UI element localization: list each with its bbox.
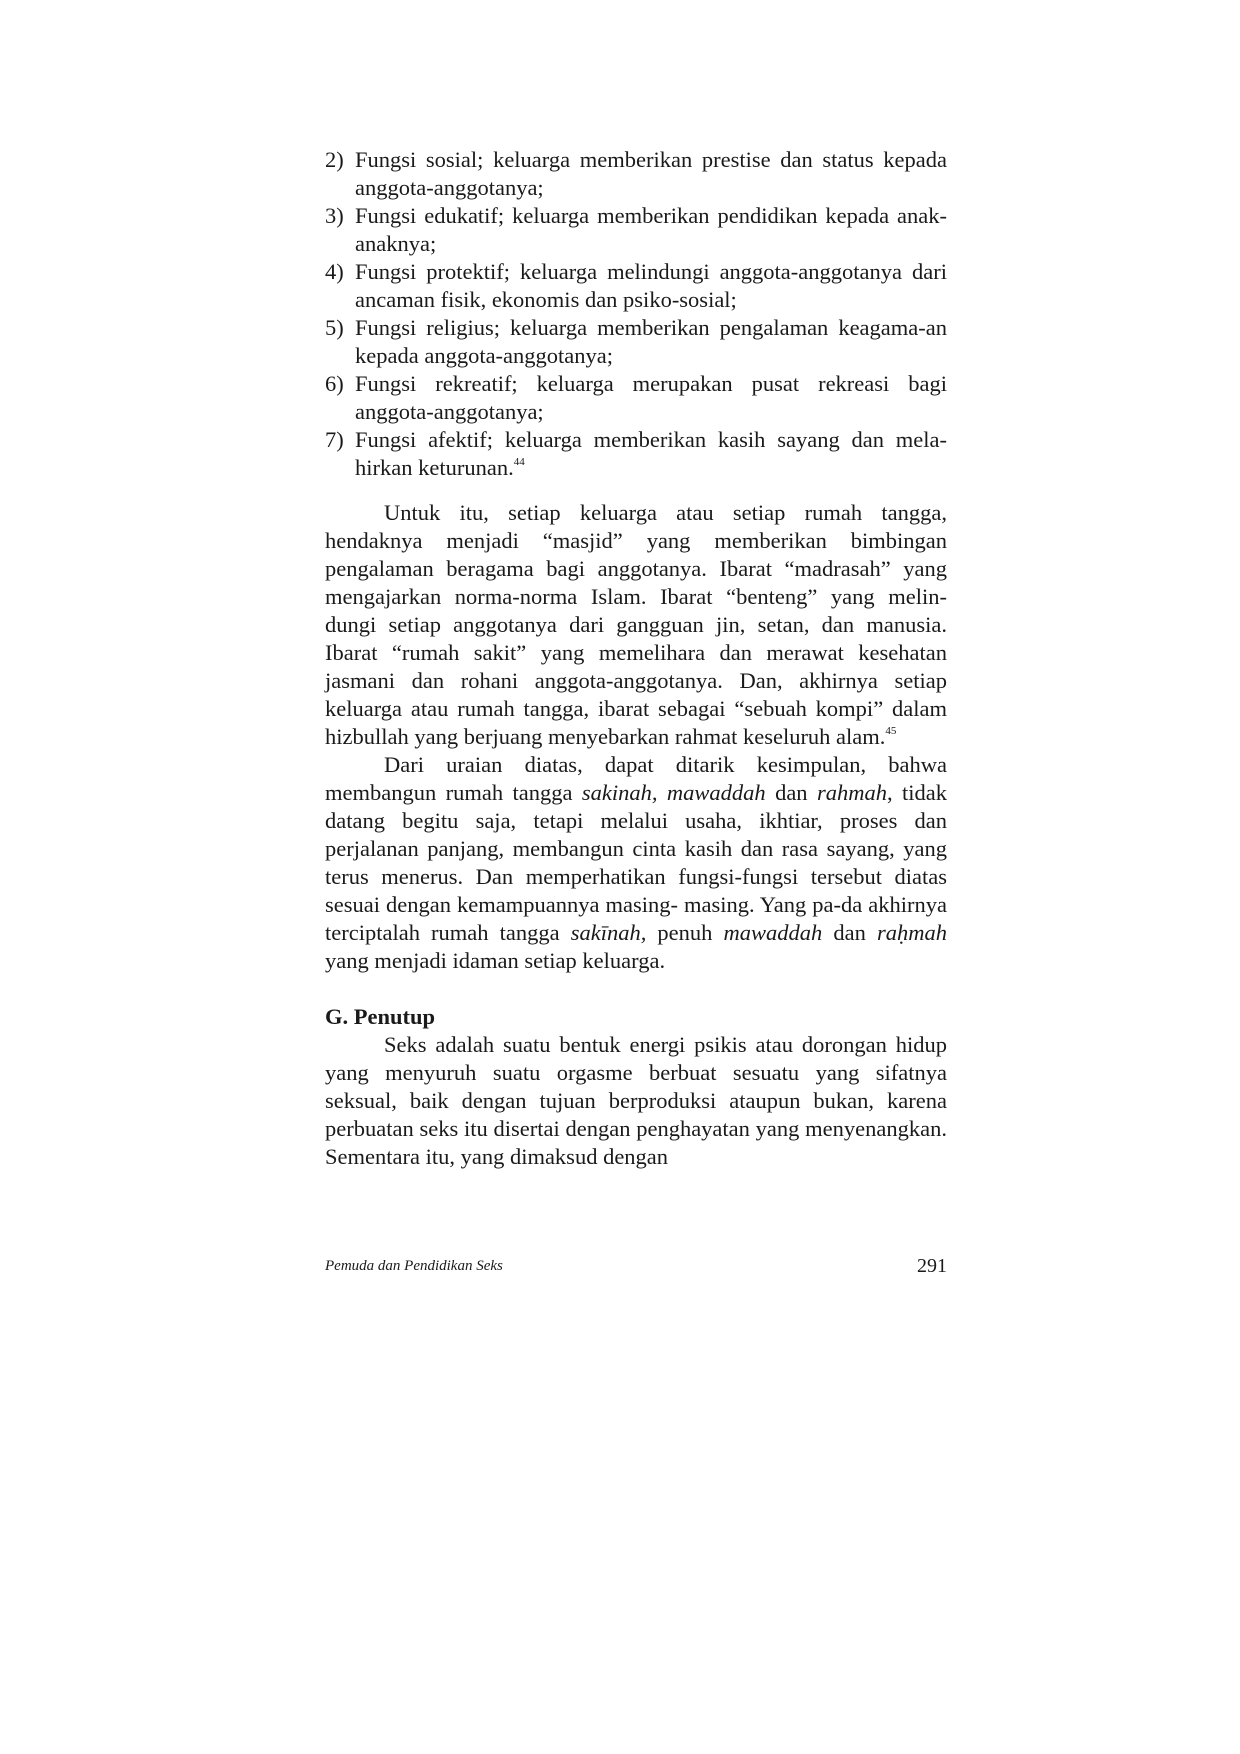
italic-term: sakīnah, [570,920,647,945]
list-item [325,258,947,314]
footnote-ref: 44 [513,456,525,468]
page-footer [325,1255,947,1279]
paragraph-masjid [325,499,947,751]
italic-term: rahmah [816,780,887,805]
list-text: Fungsi edukatif; keluarga memberikan pendidikan kepada anak-anaknya; [355,203,947,256]
italic-term: raḥmah [876,920,947,945]
running-footer-title: Pemuda dan Pendidikan Seks [325,1258,503,1274]
list-number: 5) [325,315,344,340]
list-text: Fungsi religius; keluarga memberikan pengalaman keagama-an kepada anggota-anggotanya; [355,315,947,368]
list-number: 2) [325,147,344,172]
list-item [325,202,947,258]
text-run: dan [822,920,877,945]
list-item [325,314,947,370]
text-run: dan [765,780,817,805]
page-number: 291 [917,1255,947,1277]
list-number: 4) [325,259,344,284]
list-text [355,426,947,482]
footnote-ref: 45 [885,725,897,737]
list-item [325,426,947,482]
list-number: 6) [325,371,344,396]
text-run: yang menjadi idaman setiap keluarga. [325,948,666,973]
section-heading: G. Penutup [325,1004,436,1029]
list-text: Fungsi sosial; keluarga memberikan prestise dan status kepada anggota-anggotanya; [355,147,947,200]
list-number: 3) [325,203,344,228]
paragraph-penutup: Seks adalah suatu bentuk energi psikis atau dorongan hidup yang menyuruh suatu orgasme berbuat sesuatu yang sifatnya seksual, baik dengan tujuan berproduksi ataupun bukan, karena perbuatan seks itu disertai dengan penghayatan yang menyenangkan. Sementara itu, yang dimaksud dengan [325,1032,947,1169]
body-text [325,146,947,1171]
italic-term: mawaddah [723,920,823,945]
list-item [325,146,947,202]
function-list [325,146,947,482]
list-number: 7) [325,427,344,452]
paragraph-text: Untuk itu, setiap keluarga atau setiap rumah tangga, hendaknya menjadi “masjid” yang memberikan bimbingan pengalaman beragama bagi anggotanya. Ibarat “madrasah” yang mengajarkan norma-norma Islam. Ibarat “benteng” yang melin-dungi setiap anggotanya dari gangguan jin, setan, dan manusia. Ibarat “rumah sakit” yang memelihara dan merawat kesehatan jasmani dan rohani anggota-anggotanya. Dan, akhirnya setiap keluarga atau rumah tangga, ibarat sebagai “sebuah kompi” dalam hizbullah yang berjuang menyebarkan rahmat keseluruh alam. [325,500,947,749]
text-run: , tidak datang begitu saja, tetapi melalui usaha, ikhtiar, proses dan perjalanan panjang, membangun cinta kasih dan rasa sayang, yang terus menerus. Dan memperhatikan fungsi-fungsi tersebut diatas sesuai dengan kemampuannya masing- masing. Yang pa-da akhirnya terciptalah rumah tangga [325,780,947,945]
list-text: Fungsi rekreatif; keluarga merupakan pusat rekreasi bagi anggota-anggotanya; [355,371,947,424]
italic-term: sakinah, mawaddah [581,780,766,805]
list-item [325,370,947,426]
paragraph-conclusion [325,751,947,975]
text-run: Dari uraian diatas, dapat ditarik kesimpulan, bahwa membangun rumah tangga [325,752,947,805]
text-run: penuh [646,920,724,945]
list-text: Fungsi protektif; keluarga melindungi anggota-anggotanya dari ancaman fisik, ekonomis dan psiko-sosial; [355,259,947,312]
list-text-content: Fungsi afektif; keluarga memberikan kasih sayang dan mela-hirkan keturunan. [355,427,947,480]
